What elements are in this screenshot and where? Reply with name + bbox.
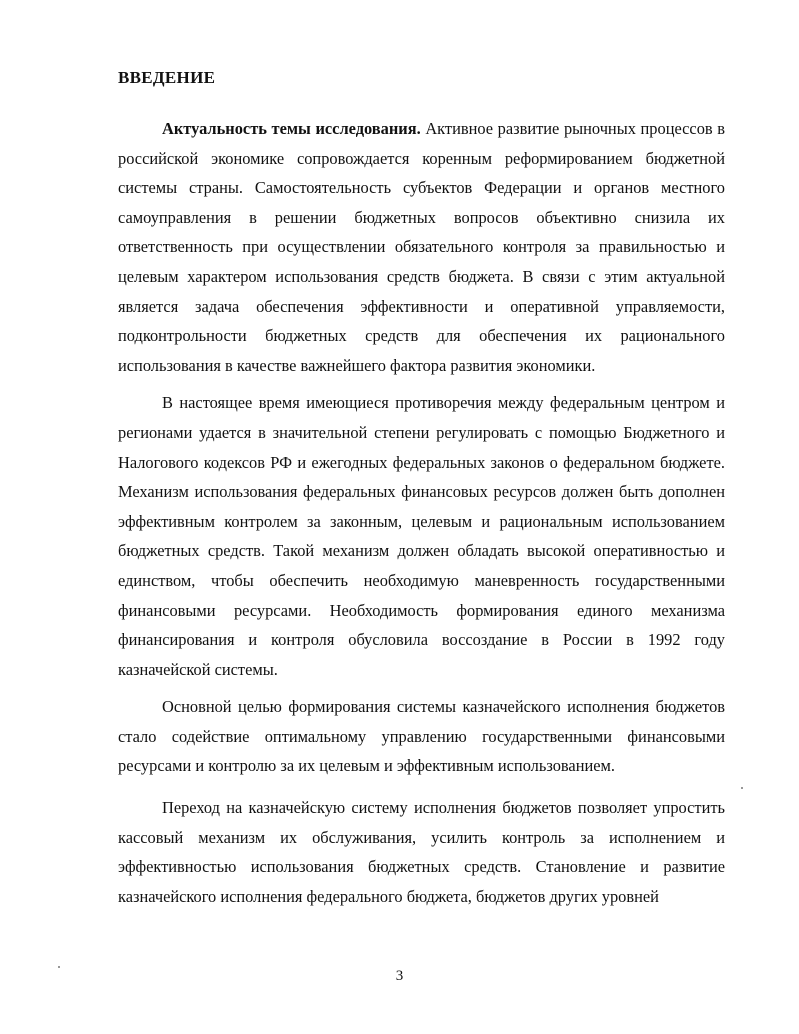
- scan-speck: [741, 787, 743, 789]
- paragraph-2: В настоящее время имеющиеся противоречия между федеральным центром и регионами удается в значительной степени регулировать с помощью Бюджетного и Налогового кодексов РФ и ежегодных федеральных законов о федеральном бюджете. Механизм использования федеральных финансовых ресурсов должен быть дополнен эффективным контролем за законным, целевым и рациональным использованием бюджетных средств. Такой механизм должен обладать высокой оперативностью и единством, чтобы обеспечить необходимую маневренность государственными финансовыми ресурсами. Необходимость формирования единого механизма финансирования и контроля обусловила воссоздание в России в 1992 году казначейской системы.: [118, 393, 725, 679]
- section-heading: ВВЕДЕНИЕ: [118, 68, 216, 87]
- page-number: 3: [395, 968, 404, 984]
- paragraph-3: Основной целью формирования системы казначейского исполнения бюджетов стало содействие оптимальному управлению государственными финансовыми ресурсами и контролю за их целевым и эффективным использованием.: [118, 697, 725, 776]
- body-text: [118, 114, 725, 911]
- scan-speck: [58, 966, 60, 968]
- paragraph-lead: Актуальность темы исследования.: [162, 119, 421, 138]
- paragraph-text: Активное развитие рыночных процессов в российской экономике сопровождается коренным реформированием бюджетной системы страны. Самостоятельность субъектов Федерации и органов местного самоуправления в решении бюджетных вопросов объективно снизила их ответственность при осуществлении обязательного контроля за правильностью и целевым характером использования средств бюджета. В связи с этим актуальной является задача обеспечения эффективности и оперативной управляемости, подконтрольности бюджетных средств для обеспечения их рационального использования в качестве важнейшего фактора развития экономики.: [118, 119, 726, 375]
- paragraph-4: Переход на казначейскую систему исполнения бюджетов позволяет упростить кассовый механизм их обслуживания, усилить контроль за исполнением и эффективностью использования бюджетных средств. Становление и развитие казначейского исполнения федерального бюджета, бюджетов других уровней: [118, 798, 725, 906]
- paragraph-1: [118, 114, 725, 380]
